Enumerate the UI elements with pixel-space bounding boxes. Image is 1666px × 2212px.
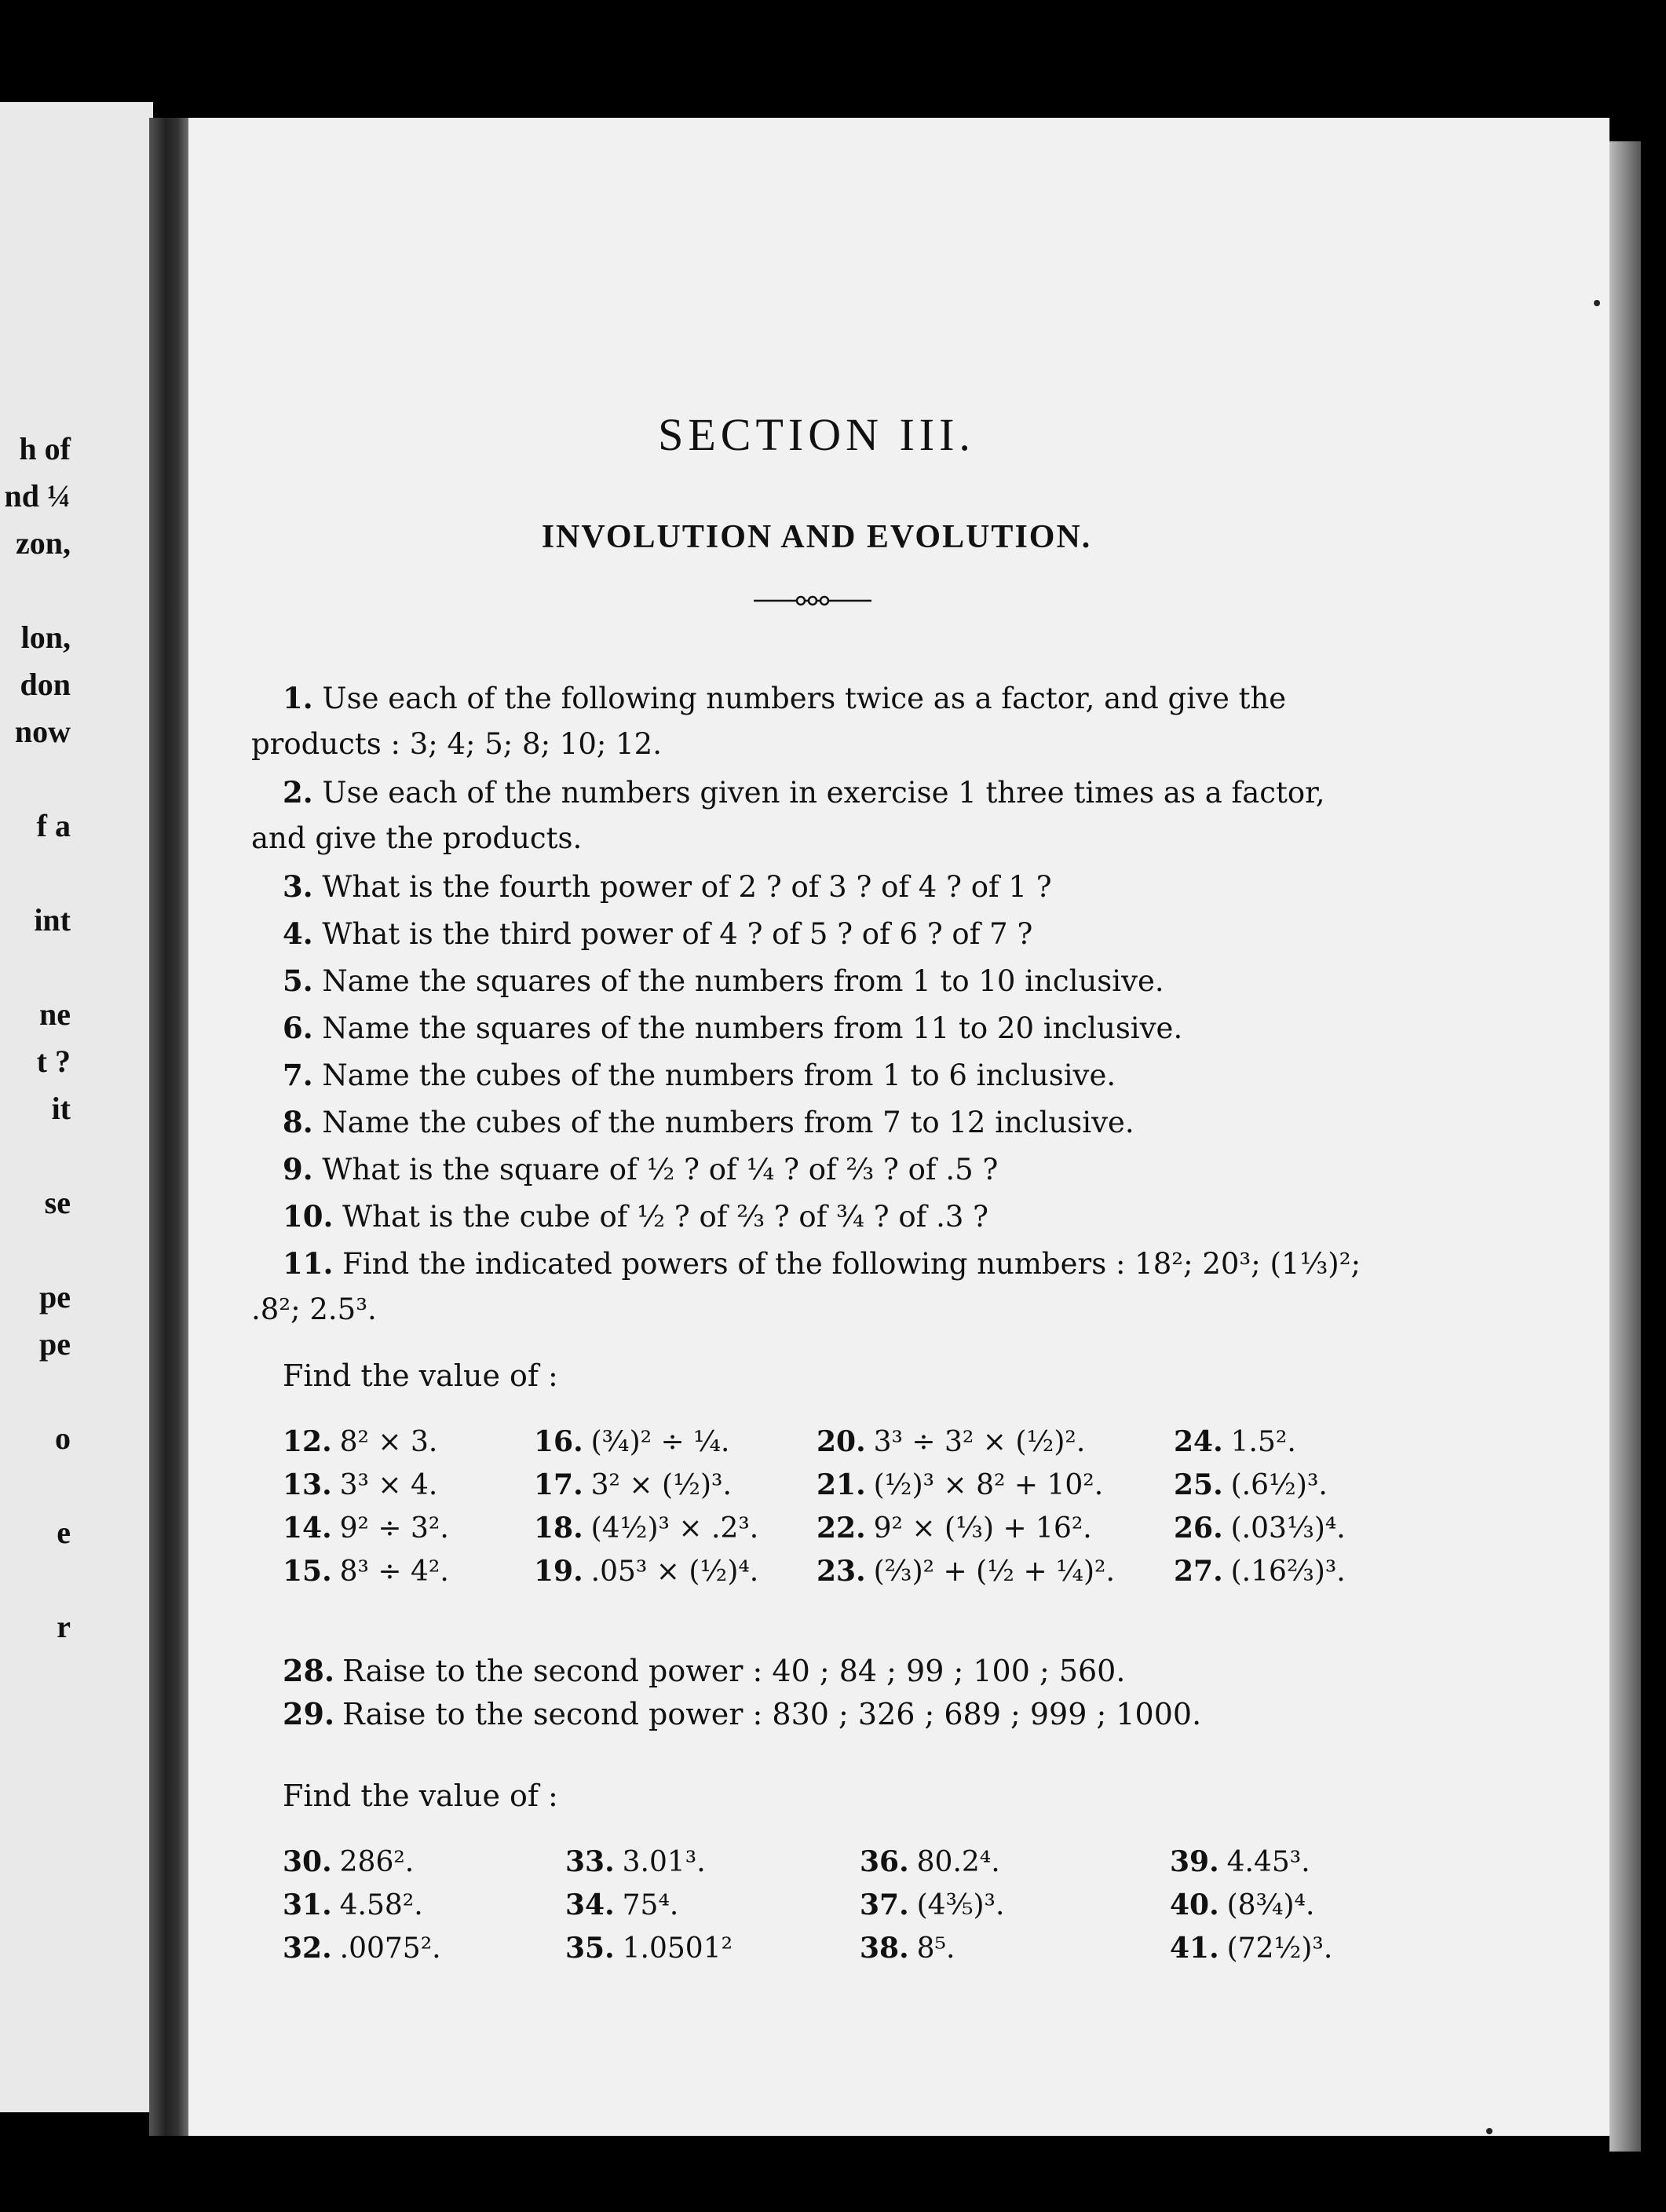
problem-expression: (8¾)⁴. bbox=[1226, 1889, 1315, 1921]
ornament-divider bbox=[754, 595, 871, 606]
exercise-number: 6. bbox=[283, 1011, 313, 1045]
problem-expression: 8³ ÷ 4². bbox=[339, 1556, 449, 1588]
exercise-item bbox=[251, 1241, 1366, 1333]
problem-number: 21. bbox=[817, 1468, 866, 1501]
facing-page-line bbox=[0, 1233, 71, 1280]
problem-item bbox=[283, 1555, 449, 1588]
book-page bbox=[188, 118, 1609, 2136]
problem-expression: 8⁵. bbox=[916, 1932, 955, 1965]
exercise-item bbox=[251, 958, 1366, 1004]
book-gutter bbox=[149, 118, 190, 2136]
problem-number: 16. bbox=[534, 1425, 583, 1458]
problem-item bbox=[283, 1888, 423, 1921]
exercise-text: What is the third power of 4 ? of 5 ? of 6 ? of 7 ? bbox=[312, 917, 1033, 951]
facing-page-line bbox=[0, 856, 71, 903]
exercise-number: 8. bbox=[283, 1105, 313, 1139]
problem-number: 22. bbox=[817, 1512, 866, 1545]
problem-number: 36. bbox=[860, 1845, 909, 1878]
raise-item bbox=[283, 1696, 1201, 1731]
problem-item bbox=[1174, 1512, 1346, 1545]
problem-number: 23. bbox=[817, 1555, 866, 1588]
problem-item bbox=[283, 1468, 437, 1501]
facing-page-line bbox=[0, 1468, 71, 1515]
exercise-text: Name the squares of the numbers from 11 to 20 inclusive. bbox=[312, 1011, 1183, 1045]
problem-number: 30. bbox=[283, 1845, 332, 1878]
problem-item bbox=[1170, 1888, 1314, 1921]
problem-number: 12. bbox=[283, 1425, 332, 1458]
problem-item bbox=[817, 1425, 1085, 1458]
exercise-item bbox=[251, 1099, 1366, 1146]
problem-number: 34. bbox=[565, 1888, 615, 1921]
speck bbox=[1486, 2128, 1492, 2134]
problem-expression: 3³ ÷ 3² × (½)². bbox=[873, 1426, 1086, 1458]
facing-page-line: r bbox=[57, 1609, 71, 1644]
exercise-text: What is the square of ½ ? of ¼ ? of ⅔ ? of .5 ? bbox=[312, 1153, 999, 1186]
problem-item bbox=[860, 1888, 1004, 1921]
section-subtitle: INVOLUTION AND EVOLUTION. bbox=[541, 519, 1092, 555]
exercise-text: What is the fourth power of 2 ? of 3 ? of 4 ? of 1 ? bbox=[312, 870, 1052, 904]
problem-expression: .0075². bbox=[339, 1932, 441, 1965]
problem-item bbox=[817, 1468, 1103, 1501]
problem-number: 33. bbox=[565, 1845, 615, 1878]
facing-page-line bbox=[0, 950, 71, 997]
problem-item bbox=[565, 1932, 733, 1965]
exercise-text: Name the cubes of the numbers from 7 to 12 inclusive. bbox=[312, 1106, 1134, 1139]
problem-number: 14. bbox=[283, 1512, 332, 1545]
exercise-text: Name the squares of the numbers from 1 to 10 inclusive. bbox=[312, 964, 1164, 998]
problem-number: 13. bbox=[283, 1468, 332, 1501]
exercise-number: 5. bbox=[283, 963, 313, 998]
exercise-item bbox=[251, 770, 1366, 861]
problem-expression: 4.58². bbox=[339, 1889, 423, 1921]
problem-expression: 8² × 3. bbox=[339, 1426, 438, 1458]
problem-number: 19. bbox=[534, 1555, 583, 1588]
facing-page-line: lon, bbox=[20, 620, 71, 655]
problem-expression: (.6½)³. bbox=[1230, 1469, 1328, 1501]
exercise-number: 3. bbox=[283, 869, 313, 904]
facing-page-line: nd ¼ bbox=[4, 478, 71, 514]
problem-expression: 3.01³. bbox=[622, 1846, 706, 1878]
facing-page-line: e bbox=[57, 1515, 71, 1550]
problem-number: 20. bbox=[817, 1425, 866, 1458]
raise-text: Raise to the second power : 40 ; 84 ; 99 ; 100 ; 560. bbox=[342, 1654, 1126, 1688]
facing-page bbox=[0, 102, 153, 2112]
facing-page-line: o bbox=[55, 1420, 71, 1456]
problem-number: 37. bbox=[860, 1888, 909, 1921]
problem-expression: (.03⅓)⁴. bbox=[1230, 1512, 1346, 1545]
problem-expression: (.16⅔)³. bbox=[1230, 1556, 1346, 1588]
facing-page-line: don bbox=[20, 667, 71, 702]
problem-item bbox=[817, 1555, 1115, 1588]
exercise-number: 11. bbox=[283, 1246, 334, 1281]
facing-page-line: zon, bbox=[16, 525, 71, 561]
facing-page-line: pe bbox=[39, 1279, 71, 1314]
facing-page-line: t ? bbox=[36, 1044, 71, 1079]
problem-expression: 9² ÷ 3². bbox=[339, 1512, 449, 1545]
problem-number: 31. bbox=[283, 1888, 332, 1921]
page-edge bbox=[1609, 141, 1641, 2152]
problem-item bbox=[565, 1888, 678, 1921]
problem-number: 24. bbox=[1174, 1425, 1223, 1458]
facing-page-line: f a bbox=[36, 808, 71, 843]
problem-number: 38. bbox=[860, 1932, 909, 1965]
exercise-item bbox=[251, 1052, 1366, 1099]
exercise-number: 1. bbox=[283, 681, 313, 715]
problem-number: 26. bbox=[1174, 1512, 1223, 1545]
problem-number: 35. bbox=[565, 1932, 615, 1965]
find-value-heading-2: Find the value of : bbox=[283, 1779, 558, 1813]
exercise-item bbox=[251, 1194, 1366, 1240]
exercise-text: Find the indicated powers of the following numbers : 18²; 20³; (1⅓)²; .8²; 2.5³. bbox=[251, 1247, 1361, 1326]
problem-item bbox=[283, 1425, 437, 1458]
problem-number: 25. bbox=[1174, 1468, 1223, 1501]
facing-page-line: now bbox=[14, 714, 71, 749]
problem-expression: 80.2⁴. bbox=[916, 1846, 1000, 1878]
problem-item bbox=[817, 1512, 1092, 1545]
exercise-item bbox=[251, 1005, 1366, 1051]
problem-item bbox=[1174, 1555, 1346, 1588]
facing-page-line bbox=[0, 573, 71, 620]
facing-page-line: se bbox=[44, 1185, 71, 1220]
problem-expression: (4⅗)³. bbox=[916, 1889, 1005, 1921]
exercise-text: Use each of the numbers given in exercise 1 three times as a factor, and give the products. bbox=[251, 776, 1325, 855]
problem-expression: 3³ × 4. bbox=[339, 1469, 438, 1501]
problem-number: 41. bbox=[1170, 1932, 1219, 1965]
facing-page-line: int bbox=[34, 902, 71, 938]
problem-number: 39. bbox=[1170, 1845, 1219, 1878]
problem-item bbox=[565, 1845, 706, 1878]
exercise-number: 4. bbox=[283, 916, 313, 951]
problem-item bbox=[534, 1425, 729, 1458]
raise-item bbox=[283, 1653, 1125, 1688]
facing-page-line bbox=[0, 762, 71, 809]
problem-item bbox=[1174, 1425, 1296, 1458]
problem-item bbox=[1170, 1845, 1310, 1878]
exercise-item bbox=[251, 911, 1366, 957]
problem-expression: (¾)² ÷ ¼. bbox=[590, 1426, 730, 1458]
problem-expression: .05³ × (½)⁴. bbox=[590, 1556, 759, 1588]
speck bbox=[1594, 300, 1600, 306]
exercise-item bbox=[251, 675, 1366, 767]
exercise-number: 2. bbox=[283, 775, 313, 810]
problem-expression: (72½)³. bbox=[1226, 1932, 1333, 1965]
facing-page-line: ne bbox=[39, 996, 71, 1032]
problem-expression: 1.5². bbox=[1230, 1426, 1296, 1458]
facing-page-line: it bbox=[51, 1091, 71, 1126]
section-title: SECTION III. bbox=[658, 409, 975, 460]
exercise-text: Name the cubes of the numbers from 1 to 6 inclusive. bbox=[312, 1058, 1116, 1092]
exercise-text: What is the cube of ½ ? of ⅔ ? of ¾ ? of .3 ? bbox=[333, 1200, 989, 1234]
problem-number: 15. bbox=[283, 1555, 332, 1588]
problem-number: 29. bbox=[283, 1696, 335, 1731]
problem-item bbox=[283, 1845, 414, 1878]
problem-number: 28. bbox=[283, 1653, 335, 1688]
facing-page-line bbox=[0, 1374, 71, 1421]
problem-number: 32. bbox=[283, 1932, 332, 1965]
exercise-item bbox=[251, 1146, 1366, 1193]
problem-number: 17. bbox=[534, 1468, 583, 1501]
exercise-item bbox=[251, 864, 1366, 910]
find-value-heading-1: Find the value of : bbox=[283, 1358, 558, 1393]
facing-page-line bbox=[0, 1563, 71, 1610]
problem-number: 40. bbox=[1170, 1888, 1219, 1921]
exercise-number: 10. bbox=[283, 1199, 334, 1234]
problem-expression: (½)³ × 8² + 10². bbox=[873, 1469, 1104, 1501]
problem-expression: 9² × (⅓) + 16². bbox=[873, 1512, 1092, 1545]
problem-item bbox=[534, 1555, 758, 1588]
problem-expression: (4½)³ × .2³. bbox=[590, 1512, 759, 1545]
problem-item bbox=[860, 1932, 955, 1965]
problem-expression: 4.45³. bbox=[1226, 1846, 1310, 1878]
problem-expression: 1.0501² bbox=[622, 1932, 733, 1965]
facing-page-line: pe bbox=[39, 1326, 71, 1362]
problem-expression: 3² × (½)³. bbox=[590, 1469, 732, 1501]
exercise-number: 9. bbox=[283, 1152, 313, 1186]
problem-expression: 75⁴. bbox=[622, 1889, 679, 1921]
problem-item bbox=[534, 1512, 758, 1545]
facing-page-line: h of bbox=[19, 431, 71, 466]
problem-item bbox=[534, 1468, 732, 1501]
problem-item bbox=[860, 1845, 1000, 1878]
raise-text: Raise to the second power : 830 ; 326 ; 689 ; 999 ; 1000. bbox=[342, 1697, 1202, 1731]
problem-number: 18. bbox=[534, 1512, 583, 1545]
exercise-text: Use each of the following numbers twice as a factor, and give the products : 3; 4; 5; 8; 10; 12. bbox=[251, 682, 1287, 761]
problem-item bbox=[283, 1932, 441, 1965]
facing-page-edge-text bbox=[0, 432, 71, 1657]
problem-expression: (⅔)² + (½ + ¼)². bbox=[873, 1556, 1115, 1588]
problem-expression: 286². bbox=[339, 1846, 415, 1878]
problem-number: 27. bbox=[1174, 1555, 1223, 1588]
problem-item bbox=[283, 1512, 449, 1545]
facing-page-line bbox=[0, 1139, 71, 1186]
problem-item bbox=[1174, 1468, 1328, 1501]
problem-item bbox=[1170, 1932, 1332, 1965]
exercise-number: 7. bbox=[283, 1058, 313, 1092]
